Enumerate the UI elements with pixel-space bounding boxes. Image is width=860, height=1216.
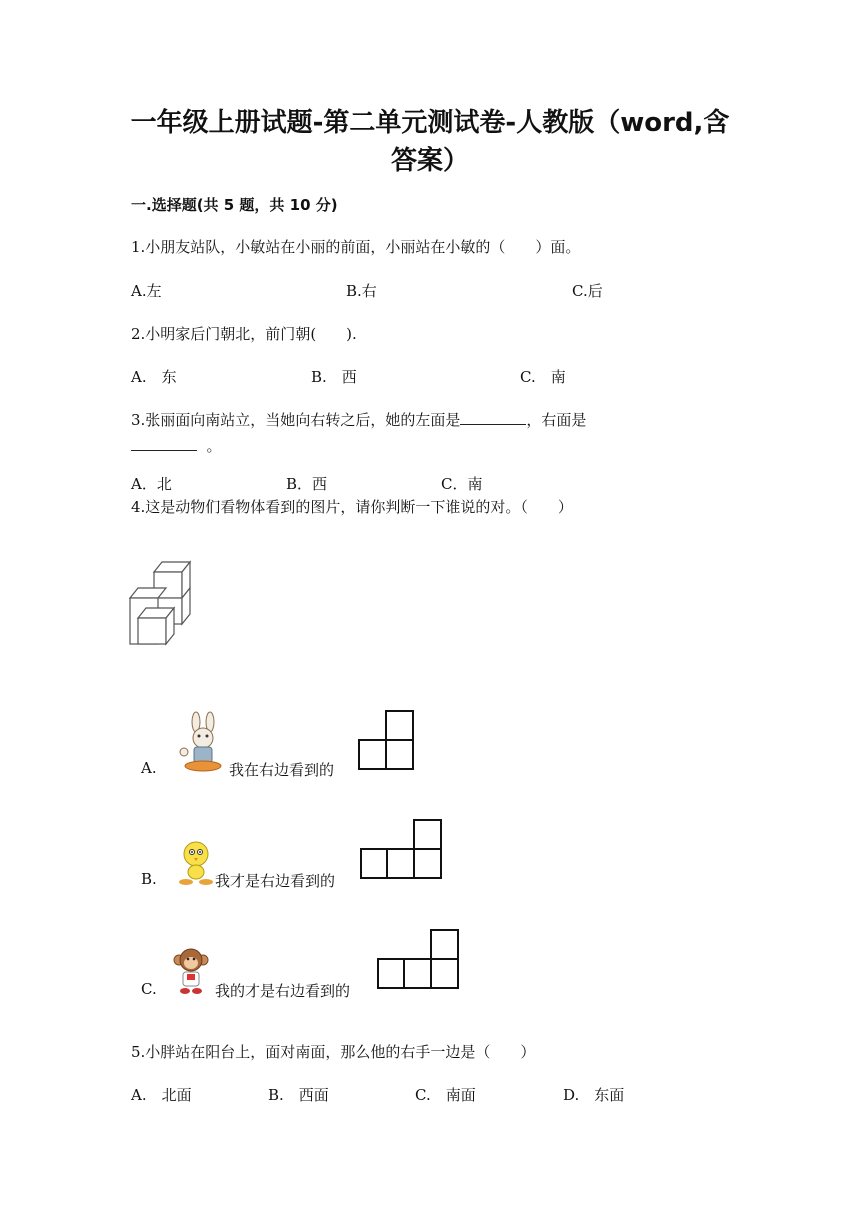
cube-stack-figure	[128, 560, 196, 646]
title-line-1: 一年级上册试题-第二单元测试卷-人教版（word,含	[130, 108, 730, 138]
section-heading: 一.选择题(共 5 题，共 10 分)	[131, 196, 338, 214]
q3-text-part2: ，右面是	[526, 411, 587, 429]
q2-option-b: B. 西	[311, 368, 357, 386]
q1-option-a: A.左	[131, 282, 162, 300]
q2-option-a: A. 东	[131, 368, 177, 386]
monkey-icon	[171, 944, 211, 996]
question-3-line-2	[131, 435, 222, 456]
q1-option-c: C.后	[572, 282, 603, 300]
q3-option-b: B．西	[286, 475, 328, 493]
question-4: 4.这是动物们看物体看到的图片，请你判断一下谁说的对。（ ）	[131, 498, 573, 516]
bird-icon	[176, 838, 216, 886]
page-title	[60, 104, 800, 180]
q4-option-b-caption: 我才是右边看到的	[215, 872, 336, 890]
answer-blank	[460, 410, 526, 425]
q5-option-d: D. 东面	[563, 1086, 625, 1104]
question-5: 5.小胖站在阳台上，面对南面，那么他的右手一边是（ ）	[131, 1043, 536, 1061]
q4-option-c-view	[376, 929, 460, 989]
title-line-2: 答案）	[390, 146, 469, 176]
q4-option-c-letter: C.	[141, 980, 157, 998]
q3-option-c: C．南	[441, 475, 483, 493]
q4-option-a-view	[357, 710, 415, 770]
q4-option-a-letter: A.	[141, 759, 157, 777]
q5-option-b: B. 西面	[268, 1086, 329, 1104]
q3-text-part1: 3.张丽面向南站立，当她向右转之后，她的左面是	[131, 411, 461, 429]
rabbit-icon	[176, 712, 230, 774]
q2-option-c: C. 南	[520, 368, 566, 386]
q3-option-a: A．北	[131, 475, 172, 493]
q5-option-c: C. 南面	[415, 1086, 476, 1104]
q5-option-a: A. 北面	[131, 1086, 192, 1104]
q4-option-b-view	[359, 819, 443, 879]
question-2: 2.小明家后门朝北，前门朝( ).	[131, 325, 357, 343]
q4-option-b-letter: B.	[141, 870, 157, 888]
question-3-line-1	[131, 409, 586, 430]
answer-blank	[131, 436, 197, 451]
question-1: 1.小朋友站队，小敏站在小丽的前面，小丽站在小敏的（ ）面。	[131, 238, 581, 256]
q1-option-b: B.右	[346, 282, 377, 300]
q4-option-a-caption: 我在右边看到的	[229, 761, 335, 779]
q4-option-c-caption: 我的才是右边看到的	[215, 982, 351, 1000]
q3-text-part3: 。	[206, 437, 222, 455]
